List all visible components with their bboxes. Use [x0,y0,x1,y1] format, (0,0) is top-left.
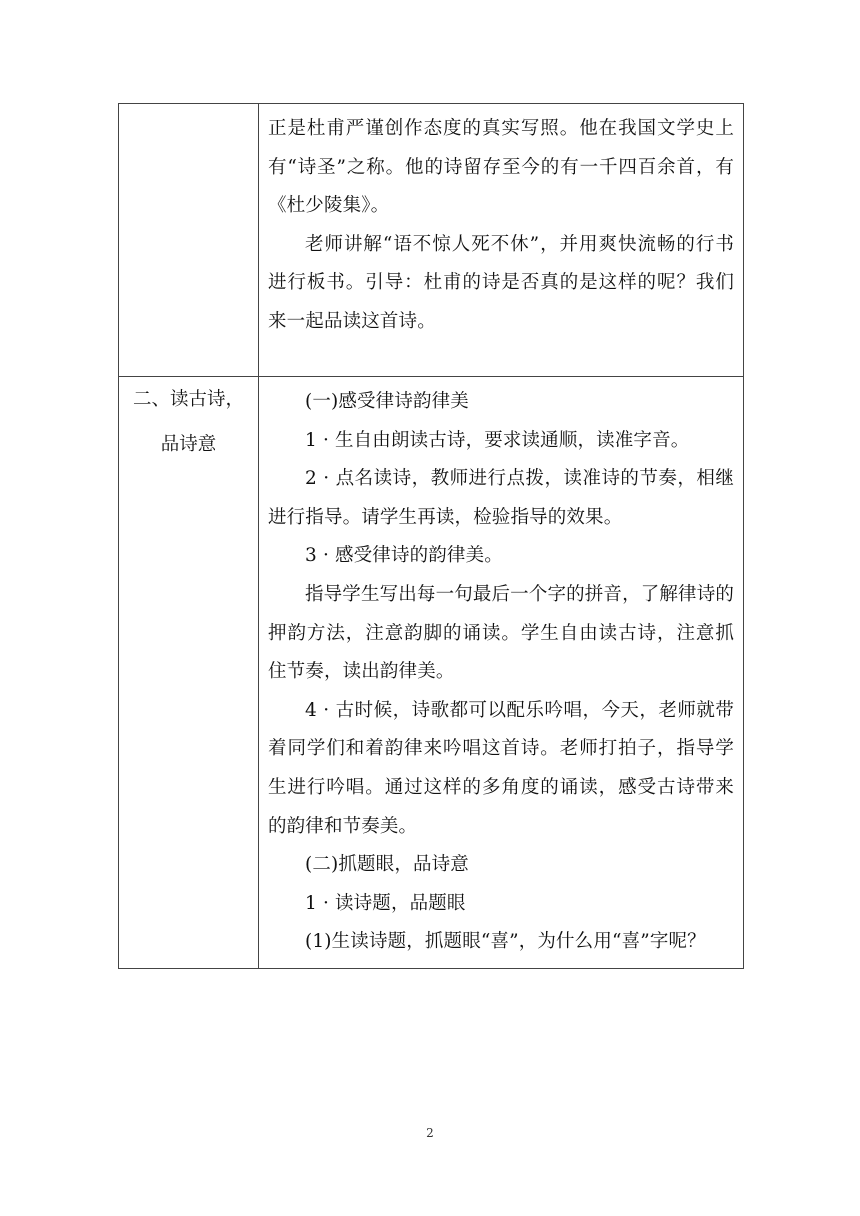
lesson-plan-table [118,103,744,969]
content-block [259,104,743,348]
subheading: (二)抓题眼，品诗意 [305,854,469,876]
subheading: (一)感受律诗韵律美 [305,391,469,412]
page-number: 2 [426,1126,434,1140]
paragraph: 1 · 读诗题，品题眼 [305,892,466,914]
table-row [119,377,744,969]
section-label-cell [119,377,259,969]
paragraph: 1 · 生自由朗读古诗，要求读通顺，读准字音。 [305,429,690,451]
paragraph: 2 · 点名读诗，教师进行点拨，读准诗的节奏，相继进行指导。请学生再读，检验指导的效果。 [268,468,734,528]
content-cell [259,104,744,377]
paragraph: 正是杜甫严谨创作态度的真实写照。他在我国文学史上有“诗圣”之称。他的诗留存至今的有一千四百余首，有《杜少陵集》。 [268,118,734,217]
paragraph: (1)生读诗题，抓题眼“喜”，为什么用“喜”字呢？ [305,931,706,953]
paragraph: 3 · 感受律诗的韵律美。 [305,545,503,567]
paragraph: 4 · 古时候，诗歌都可以配乐吟唱，今天，老师就带着同学们和着韵律来吟唱这首诗。老师打拍子，指导学生进行吟唱。通过这样的多角度的诵读，感受古诗带来的韵律和节奏美。 [268,699,734,837]
section-label-line: 二、读古诗， [132,389,244,410]
content-cell [259,377,744,969]
paragraph: 指导学生写出每一句最后一个字的拼音，了解律诗的押韵方法，注意韵脚的诵读。学生自由读古诗，注意抓住节奏，读出韵律美。 [268,583,734,683]
paragraph: 老师讲解“语不惊人死不休”，并用爽快流畅的行书进行板书。引导：杜甫的诗是否真的是这样的呢？我们来一起品读这首诗。 [268,233,734,332]
section-label-cell [119,104,259,377]
section-label-line: 品诗意 [160,434,217,455]
table-row [119,104,744,377]
content-block [259,377,743,968]
